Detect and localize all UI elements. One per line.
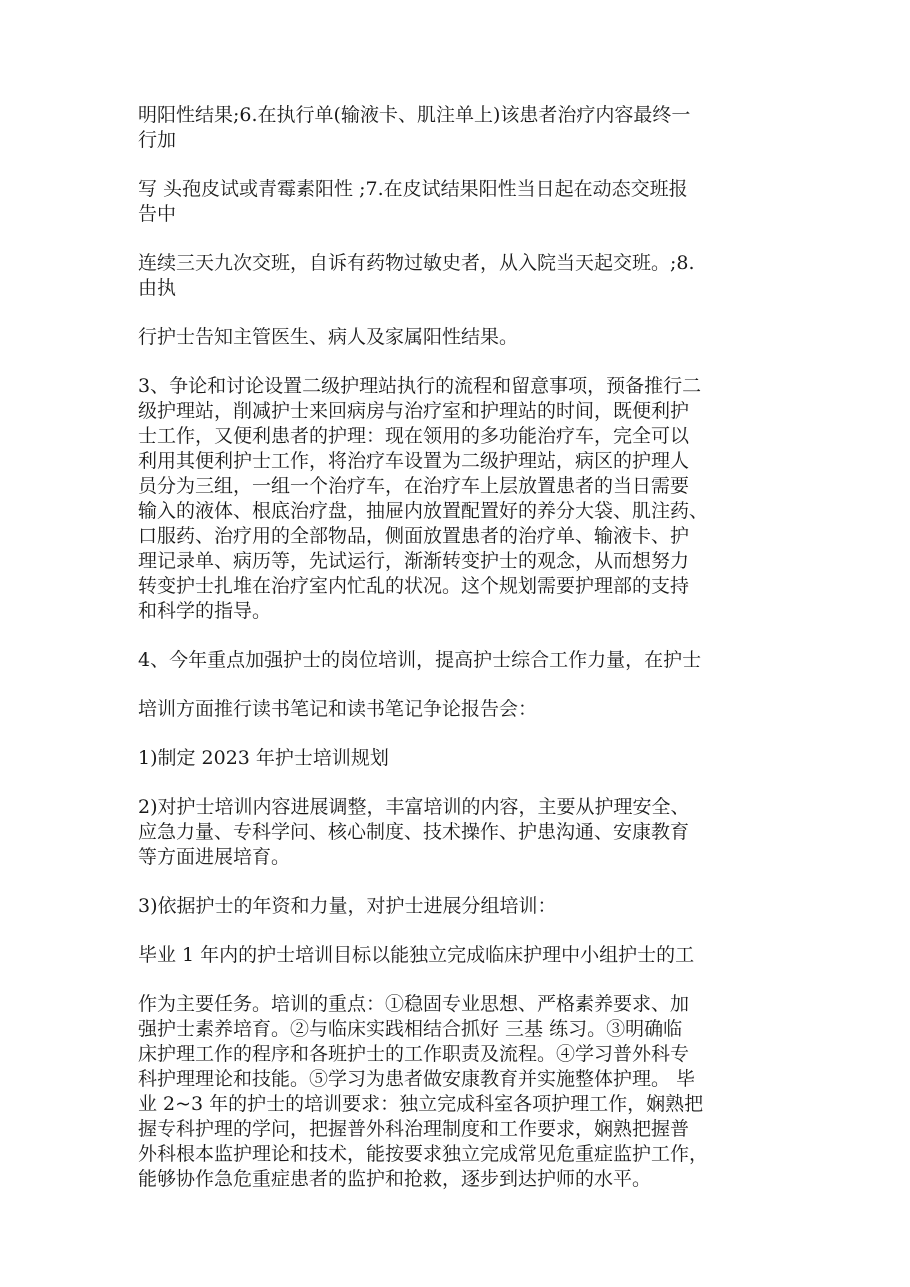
paragraph-skin-test-2: 写 头孢皮试或青霉素阳性 ;7.在皮试结果阳性当日起在动态交班报 告中 [138,178,688,225]
paragraph-training-focus: 作为主要任务。培训的重点：①稳固专业思想、严格素养要求、加 强护士素养培育。②与临床实践相结合抓好 三基 练习。③明确临 床护理工作的程序和各班护士的工作职责及流程。④学习普外科专 科护理理论和技能。⑤学习为患者做安康教育并实施整体护理。 毕 业 2~3 年的护士的培训要求：独立完成科室各项护理工作，娴熟把 握专科护理的学问，把握普外科治理制度和工作要求，娴熟把握普 外科根本监护理论和技术，能按要求独立完成常见危重症监护工作， 能够协作急危重症患者的监护和抢救，逐步到达护师的水平。 [138,993,709,1190]
paragraph-training-reading: 培训方面推行读书笔记和读书笔记争论报告会： [138,698,538,720]
paragraph-training-content: 2)对护士培训内容进展调整，丰富培训的内容，主要从护理安全、 应急力量、专科学问、核心制度、技术操作、护患沟通、安康教育 等方面进展培育。 [138,796,690,868]
paragraph-first-year: 毕业 1 年内的护士培训目标以能独立完成临床护理中小组护士的工 [138,944,695,966]
document-body [138,103,778,1216]
paragraph-training-plan: 1)制定 2023 年护士培训规划 [138,747,389,769]
paragraph-skin-test-4: 行护士告知主管医生、病人及家属阳性结果。 [138,326,519,348]
paragraph-skin-test-1: 明阳性结果;6.在执行单(输液卡、肌注单上)该患者治疗内容最终一 行加 [138,104,691,151]
paragraph-training-groups: 3)依据护士的年资和力量，对护士进展分组培训： [138,895,557,917]
paragraph-skin-test-3: 连续三天九次交班，自诉有药物过敏史者，从入院当天起交班。;8. 由执 [138,252,695,299]
paragraph-nursing-station: 3、争论和讨论设置二级护理站执行的流程和留意事项，预备推行二 级护理站，削减护士来回病房与治疗室和护理站的时间，既便利护 士工作，又便利患者的护理：现在领用的多功能治疗车，完全可以 利用其便利护士工作，将治疗车设置为二级护理站，病区的护理人 员分为三组，一组一个治疗车，在治疗车上层放置患者的当日需要 输入的液体、根底治疗盘，抽屉内放置配置好的养分大袋、肌注药、 口服药、治疗用的全部物品，侧面放置患者的治疗单、输液卡、护 理记录单、病历等，先试运行，渐渐转变护士的观念，从而想努力 转变护士扎堆在治疗室内忙乱的状况。这个规划需要护理部的支持 和科学的指导。 [138,375,709,622]
paragraph-training-intro: 4、今年重点加强护士的岗位培训，提高护士综合工作力量，在护士 [138,649,702,671]
